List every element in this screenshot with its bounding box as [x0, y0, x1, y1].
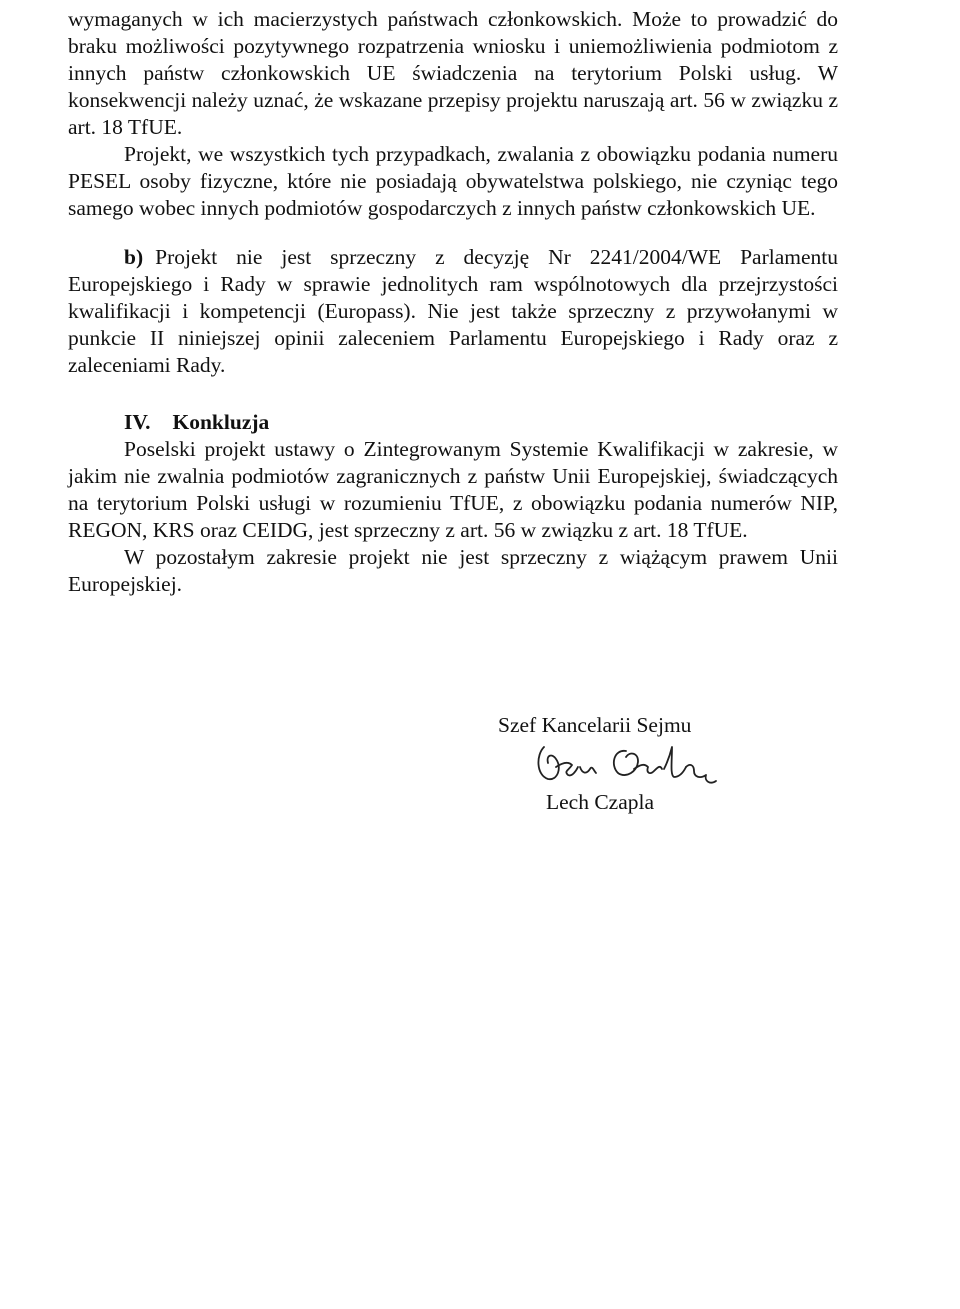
signature-block	[498, 712, 758, 816]
paragraph-continuation: wymaganych w ich macierzystych państwach członkowskich. Może to prowadzić do braku możliwości pozytywnego rozpatrzenia wniosku i uniemożliwienia podmiotom z innych państw członkowskich UE świadczenia na terytorium Polski usług. W konsekwencji należy uznać, że wskazane przepisy projektu naruszają art. 56 w związku z art. 18 TfUE.	[68, 7, 838, 139]
handwritten-signature	[534, 741, 724, 789]
point-b-label: b)	[124, 245, 144, 269]
paragraph-pesel: Projekt, we wszystkich tych przypadkach, zwalania z obowiązku podania numeru PESEL osoby fizyczne, które nie posiadają obywatelstwa polskiego, nie czyniąc tego samego wobec innych podmiotów gospodarczych z innych państw członkowskich UE.	[68, 142, 838, 220]
section-number: IV.	[124, 410, 151, 434]
signatory-name: Lech Czapla	[546, 790, 655, 814]
section-title: Konkluzja	[172, 410, 270, 434]
signatory-title: Szef Kancelarii Sejmu	[498, 713, 692, 737]
conclusion-paragraph-2: W pozostałym zakresie projekt nie jest sprzeczny z wiążącym prawem Unii Europejskiej.	[68, 545, 838, 596]
paragraph-b	[68, 244, 838, 379]
section-heading	[68, 409, 838, 436]
conclusion-paragraph-1: Poselski projekt ustawy o Zintegrowanym Systemie Kwalifikacji w zakresie, w jakim nie zwalnia podmiotów zagranicznych z państw Unii Europejskiej, świadczących na terytorium Polski usługi w rozumieniu TfUE, z obowiązku podania numerów NIP, REGON, KRS oraz CEIDG, jest sprzeczny z art. 56 w związku z art. 18 TfUE.	[68, 437, 838, 542]
document-page	[68, 6, 838, 598]
point-b-text: Projekt nie jest sprzeczny z decyzję Nr 2241/2004/WE Parlamentu Europejskiego i Rady w sprawie jednolitych ram wspólnotowych dla przejrzystości kwalifikacji i kompetencji (Europass). Nie jest także sprzeczny z przywołanymi w punkcie II niniejszej opinii zaleceniem Parlamentu Europejskiego i Rady oraz z zaleceniami Rady.	[68, 245, 838, 377]
